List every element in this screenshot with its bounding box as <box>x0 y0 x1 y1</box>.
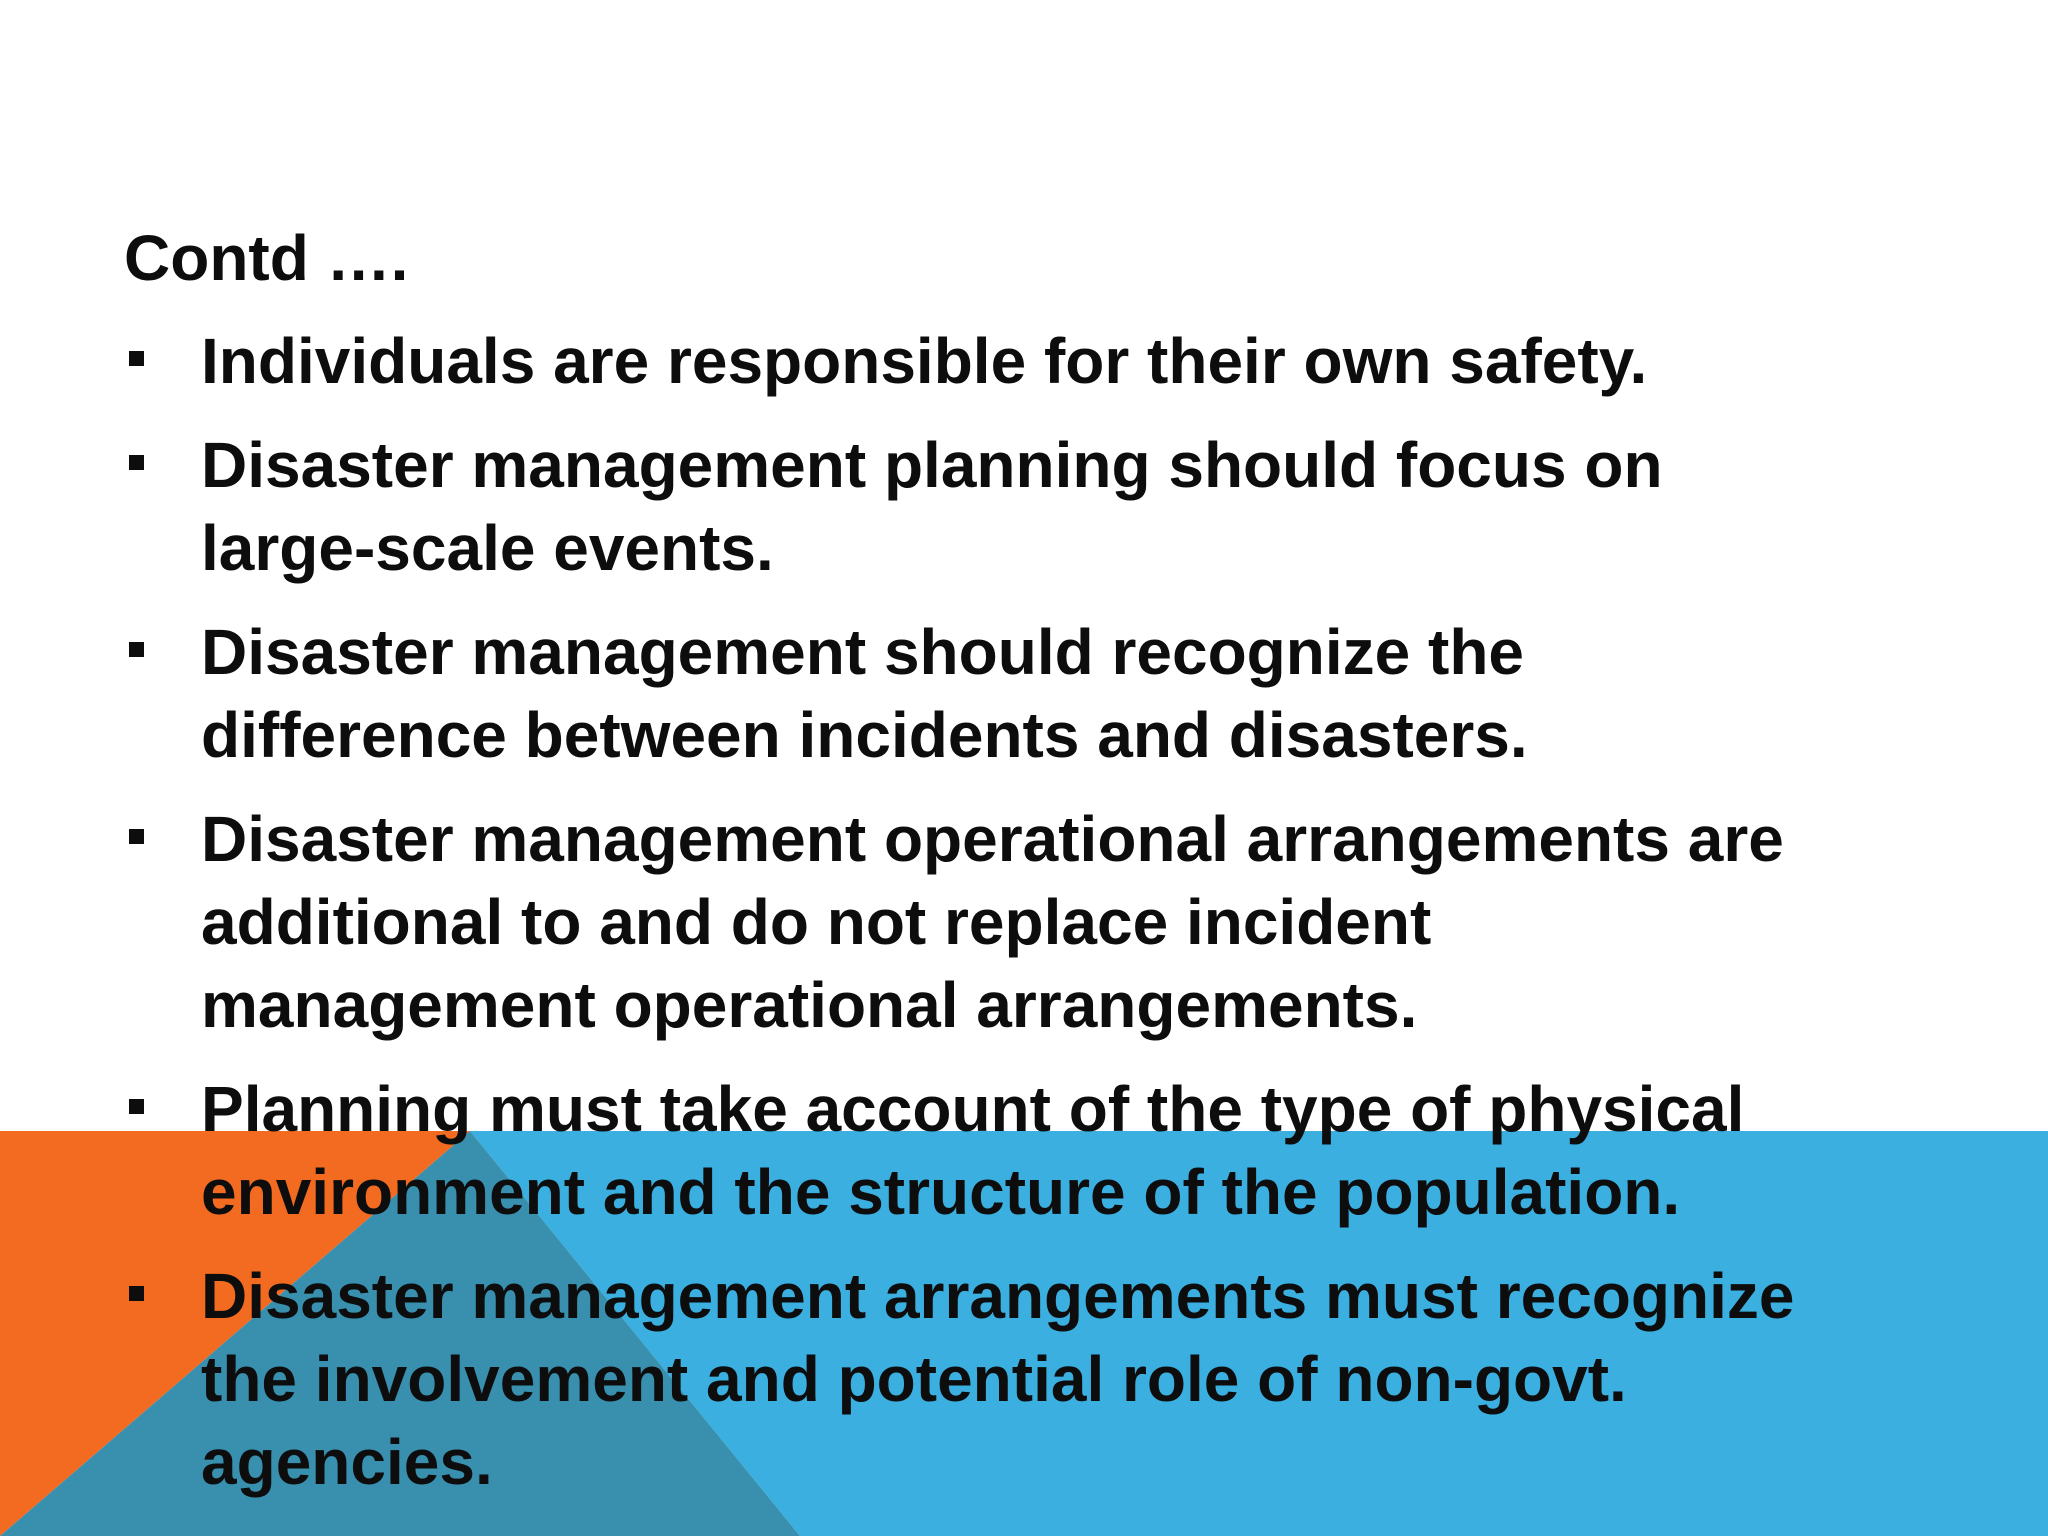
bullet-item <box>124 320 2004 403</box>
square-bullet-icon <box>129 1099 144 1114</box>
bullet-line: additional to and do not replace incident <box>201 886 1432 958</box>
bullet-item <box>124 611 2004 777</box>
bullet-item <box>124 1255 2004 1504</box>
bullet-line: Disaster management arrangements must recognize <box>201 1260 1795 1332</box>
square-bullet-icon <box>129 642 144 657</box>
square-bullet-icon <box>129 829 144 844</box>
bullet-item <box>124 424 2004 590</box>
bullet-line: the involvement and potential role of non-govt. <box>201 1343 1627 1415</box>
square-bullet-icon <box>129 351 144 366</box>
square-bullet-icon <box>129 455 144 470</box>
bullet-list <box>124 320 2004 1504</box>
square-bullet-icon <box>129 1286 144 1301</box>
bullet-item <box>124 1068 2004 1234</box>
bullet-line: difference between incidents and disasters. <box>201 699 1528 771</box>
bullet-line: Planning must take account of the type of physical <box>201 1073 1745 1145</box>
bullet-line: environment and the structure of the population. <box>201 1156 1681 1228</box>
slide-content <box>124 218 2004 1525</box>
bullet-line: Disaster management planning should focus on <box>201 429 1663 501</box>
bullet-line: Disaster management operational arrangements are <box>201 803 1784 875</box>
bullet-line: Disaster management should recognize the <box>201 616 1524 688</box>
bullet-line: Individuals are responsible for their own safety. <box>201 325 1648 397</box>
bullet-line: agencies. <box>201 1426 493 1498</box>
bullet-line: management operational arrangements. <box>201 969 1418 1041</box>
bullet-line: large-scale events. <box>201 512 774 584</box>
bullet-item <box>124 798 2004 1047</box>
slide-heading: Contd …. <box>124 222 409 294</box>
